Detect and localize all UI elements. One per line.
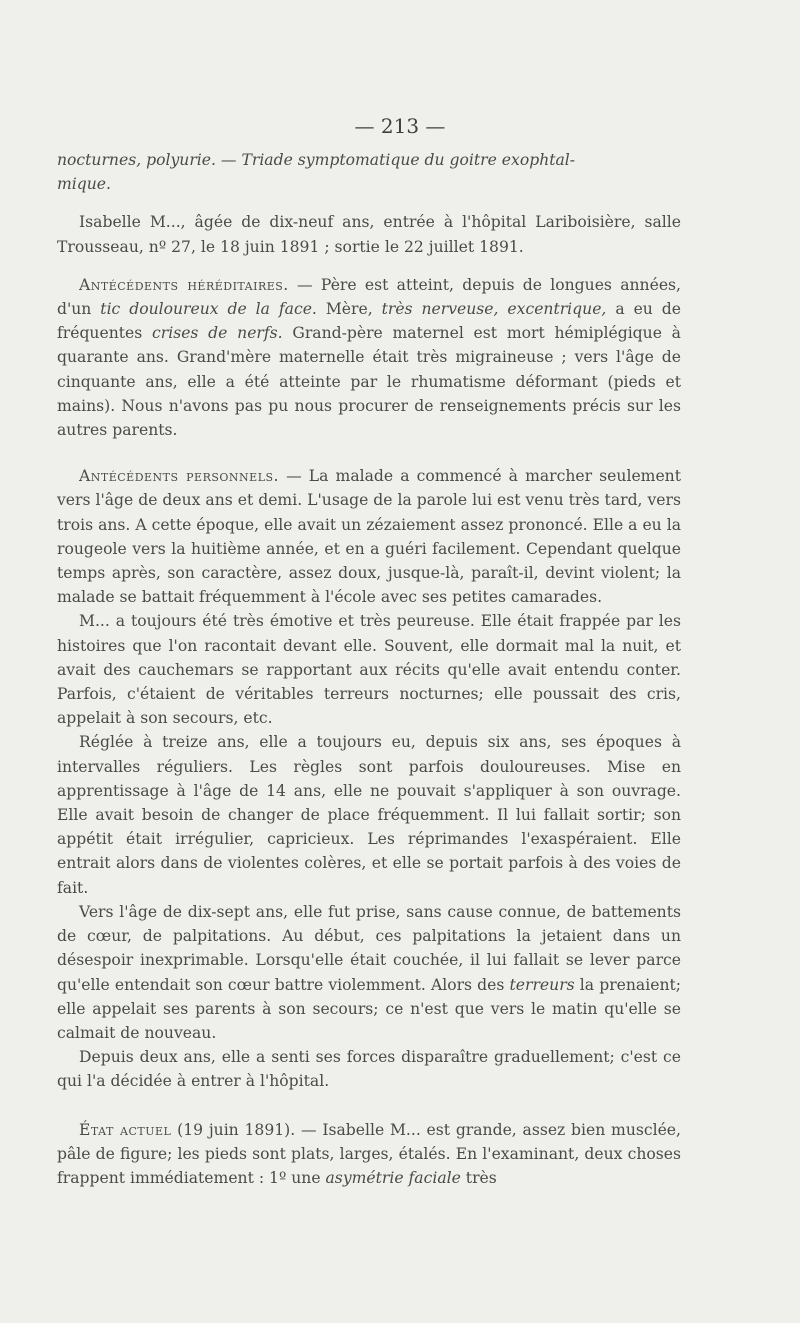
personal-text: — La malade a commencé à marcher seulement vers l'âge de deux ans et demi. L'usage de la parole lui est venu très tard, vers trois ans. A cette époque, elle avait un zézaiement assez prononcé. Elle a eu la rougeole vers la huitième année, et en a guéri facilement. Cependant quelque temps après, son caractère, assez doux, jusque-là, paraît-il, devint violent; la malade se battait fréquemment à l'école avec ses petites camarades. <box>57 467 681 607</box>
heading-dash: — <box>215 151 242 169</box>
section-heading <box>57 148 681 196</box>
emotive-paragraph: M... a toujours été très émotive et très peureuse. Elle était frappée par les histoires que l'on racontait devant elle. Souvent, elle dormait mal la nuit, et avait des cauchemars se rapportant aux récits qu'elle avait entendu conter. Parfois, c'étaient de véritables terreurs nocturnes; elle poussait des cris, appelait à son secours, etc. <box>57 612 681 728</box>
current-state-paragraph <box>57 1118 681 1191</box>
intro-paragraph: Isabelle M..., âgée de dix-neuf ans, entrée à l'hôpital Lariboisière, salle Trousseau, nº 27, le 18 juin 1891 ; sortie le 22 juillet 1891. <box>57 213 681 256</box>
heading-part-1: nocturnes, polyurie. <box>57 151 216 169</box>
hereditary-text-3: a eu de fréquentes <box>57 300 681 343</box>
body-text <box>57 148 681 1190</box>
personal-label: Antécédents personnels. <box>79 467 279 486</box>
heading-part-3: mique. <box>57 175 111 194</box>
weakness-paragraph: Depuis deux ans, elle a senti ses forces disparaître graduellement; c'est ce qui l'a décidée à entrer à l'hôpital. <box>57 1048 681 1091</box>
hereditary-italic-2: très nerveuse, excentrique, <box>381 300 607 319</box>
hereditary-text-1: — Père est atteint, depuis de longues années, d'un <box>57 275 682 319</box>
personal-paragraph <box>57 464 681 609</box>
current-state-text-1: (19 juin 1891). — Isabelle M... est grande, assez bien musclée, pâle de figure; les pieds sont plats, larges, étalés. En l'examinant, deux choses frappent immédiatement : 1º une <box>57 1120 681 1187</box>
hereditary-paragraph <box>57 273 681 442</box>
heading-part-2: Triade symptomatique du goitre exophtal- <box>241 151 576 169</box>
hereditary-text-2: Mère, <box>316 300 382 319</box>
current-state-label: État actuel <box>79 1120 172 1139</box>
current-state-text-2: très <box>460 1168 497 1187</box>
hereditary-italic-1: tic douloureux de la face. <box>100 300 317 319</box>
hereditary-italic-3: crises de nerfs. <box>152 324 283 343</box>
palpitations-italic: terreurs <box>509 975 575 994</box>
palpitations-paragraph <box>57 900 681 1045</box>
palpitations-text-1: Vers l'âge de dix-sept ans, elle fut prise, sans cause connue, de battements de cœur, de palpitations. Au début, ces palpitations la jetaient dans un désespoir inexprimable. Lorsqu'elle était couchée, il lui fallait se lever parce qu'elle entendait son cœur battre violemment. Alors des <box>57 902 681 994</box>
menstruation-paragraph: Réglée à treize ans, elle a toujours eu, depuis six ans, ses époques à intervalles réguliers. Les règles sont parfois douloureuses. Mise en apprentissage à l'âge de 14 ans, elle ne pouvait s'appliquer à son ouvrage. Elle avait besoin de changer de place fréquemment. Il lui fallait sortir; son appétit était irrégulier, capricieux. Les réprimandes l'exaspéraient. Elle entrait alors dans de violentes colères, et elle se portait parfois à des voies de fait. <box>57 733 681 897</box>
page-number: — 213 — <box>354 114 446 138</box>
current-state-italic: asymétrie faciale <box>325 1168 461 1187</box>
hereditary-label: Antécédents héréditaires. <box>79 275 289 294</box>
palpitations-text-2: la prenaient; elle appelait ses parents à son secours; ce n'est que vers le matin qu'elle se calmait de nouveau. <box>57 975 682 1042</box>
hereditary-text-4: Grand-père maternel est mort hémiplégique à quarante ans. Grand'mère maternelle était très migraineuse ; vers l'âge de cinquante ans, elle a été atteinte par le rhumatisme déformant (pieds et mains). Nous n'avons pas pu nous procurer de renseignements précis sur les autres parents. <box>57 324 681 440</box>
